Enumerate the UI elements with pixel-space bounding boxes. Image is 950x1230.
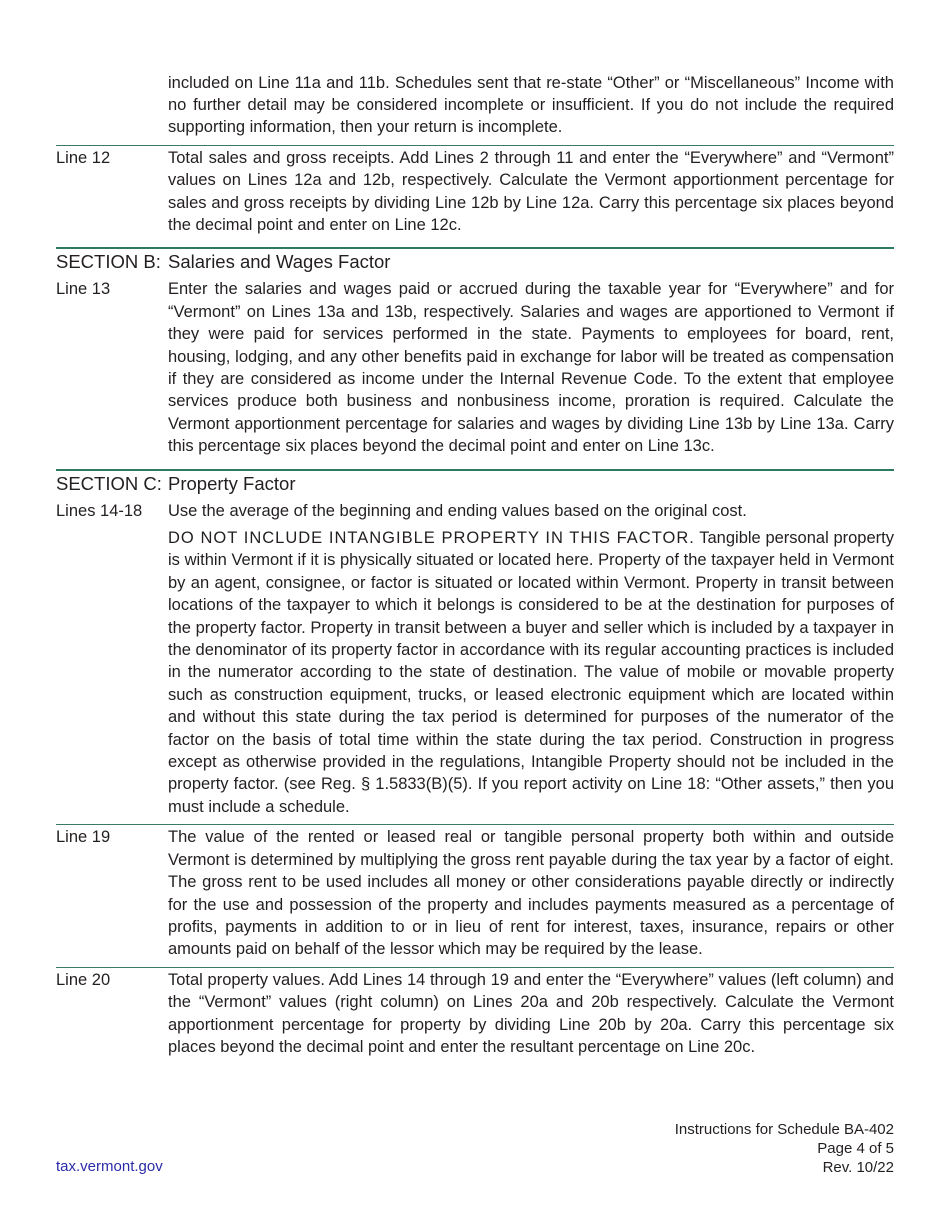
line-label: Line 13 [56, 280, 111, 299]
line-description [168, 969, 894, 1059]
page-footer-info [675, 1120, 894, 1177]
section-title: Salaries and Wages Factor [168, 251, 391, 273]
line-13-text: Enter the salaries and wages paid or accrued during the taxable year for “Everywhere” and for “Vermont” on Lines 13a and 13b, respectively. Salaries and wages are apportioned to Vermont if they were paid for services performed in the state. Payments to employees for board, rent, housing, lodging, and any other benefits paid in exchange for labor will be treated as compensation if they are considered as income under the Internal Revenue Code. To the extent that employee services produce both business and nonbusiness income, proration is required. Calculate the Vermont apportionment percentage for salaries and wages by dividing Line 13b by Line 13a. Carry this percentage six places beyond the decimal point and enter on Line 13c. [168, 280, 894, 456]
line-20-row [56, 967, 894, 1065]
section-c-heading [56, 469, 894, 496]
line-label: Line 12 [56, 148, 111, 167]
page-number: Page 4 of 5 [817, 1140, 894, 1157]
section-title: Property Factor [168, 472, 296, 494]
lines-14-18-intro: Use the average of the beginning and ending values based on the original cost. [168, 501, 747, 520]
line-12-text: Total sales and gross receipts. Add Lines 2 through 11 and enter the “Everywhere” and “Vermont” values on Lines 12a and 12b, respectively. Calculate the Vermont apportionment percentage for sales and gross receipts by dividing Line 12b by Line 12a. Carry this percentage six places beyond the decimal point and enter on Line 12c. [168, 148, 894, 234]
line-label: Line 19 [56, 828, 111, 847]
line-19-text: The value of the rented or leased real or tangible personal property both within and outside Vermont is determined by multiplying the gross rent payable during the tax year by a factor of eight. The gross rent to be used includes all money or other considerations payable directly or indirectly for the use and possession of the property and includes payments measured as a percentage of profits, payments in addition to or in lieu of rent for interest, taxes, insurance, repairs or other amounts paid on behalf of the lessor which may be required by the lease. [168, 828, 894, 959]
line-label: Line 20 [56, 970, 111, 989]
instructions-body [56, 55, 894, 1064]
lines-14-18-text [168, 527, 894, 818]
section-b-heading [56, 247, 894, 274]
line-description [168, 500, 894, 819]
website-link[interactable]: tax.vermont.gov [56, 1158, 163, 1175]
line-13-row [56, 277, 894, 463]
line-label: Lines 14-18 [56, 501, 143, 520]
line-description [168, 826, 894, 960]
caps-warning: DO NOT INCLUDE INTANGIBLE PROPERTY IN THIS FACTOR. [168, 529, 695, 547]
lines-14-18-body: Tangible personal property is within Vermont if it is physically situated or located here. Property of the taxpayer held in Vermont by an agent, consignee, or factor is situated or located within Vermont. Property in transit between locations of the taxpayer to which it belongs is considered to be at the destination for purposes of the property factor. Property in transit between a buyer and seller which is included by a taxpayer in the denominator of its property factor in accordance with its regular accounting practices is included in the numerator according to the state of destination. The value of mobile or movable property such as construction equipment, trucks, or leased electronic equipment which are located within and without this state during the tax period is determined for purposes of the numerator of the factor on the basis of total time within the state during the tax period. Construction in progress except as otherwise provided in the regulations, Intangible Property should not be included in the property factor. (see Reg. § 1.5833(B)(5). If you report activity on Line 18: “Other assets,” then you must include a schedule. [168, 529, 894, 816]
line-description [168, 278, 894, 457]
section-code: SECTION B: [56, 251, 161, 273]
document-title: Instructions for Schedule BA-402 [674, 1121, 894, 1138]
line-12-row [56, 145, 894, 243]
line-description [168, 147, 894, 237]
line-19-row [56, 824, 894, 966]
revision-date: Rev. 10/22 [822, 1159, 894, 1176]
section-code: SECTION C: [56, 472, 162, 494]
continued-paragraph: included on Line 11a and 11b. Schedules sent that re-state “Other” or “Miscellaneous” Income with no further detail may be considered incomplete or insufficient. If you do not include the required supporting information, then your return is incomplete. [168, 73, 894, 137]
lines-14-18-row [56, 499, 894, 825]
line-20-text: Total property values. Add Lines 14 through 19 and enter the “Everywhere” values (left column) and the “Vermont” values (right column) on Lines 20a and 20b respectively. Calculate the Vermont apportionment percentage for property by dividing Line 20b by 20a. Carry this percentage six places beyond the decimal point and enter the resultant percentage on Line 20c. [168, 970, 894, 1056]
